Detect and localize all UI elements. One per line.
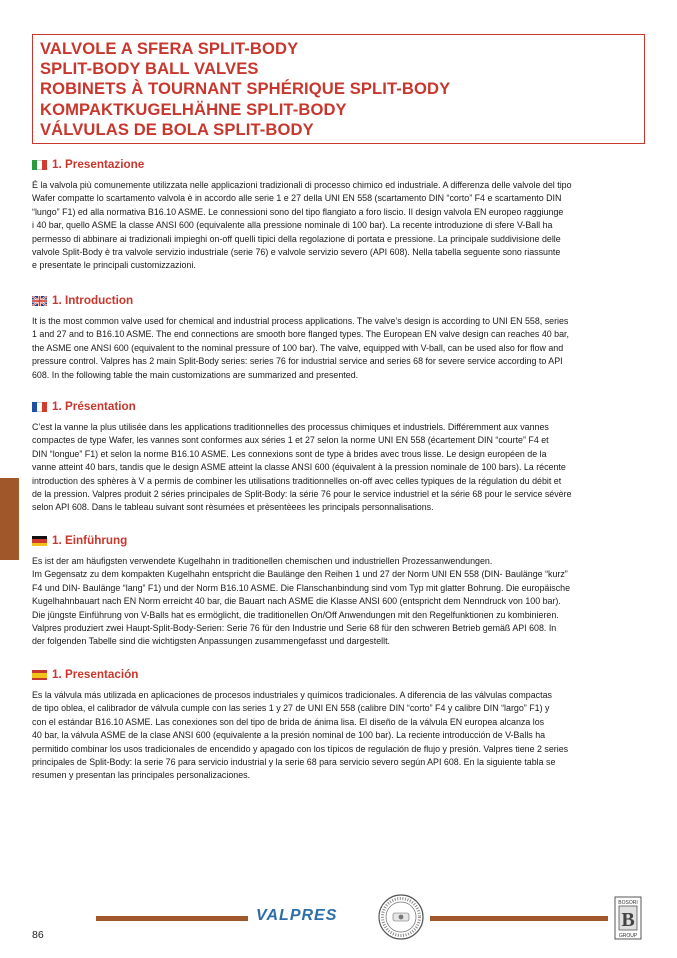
page-number: 86 <box>32 929 44 941</box>
text-line: 1 and 27 and to B16.10 ASME. The end connections are smooth bore flanged types. The European EN valve design can reaches 40 bar, <box>32 329 569 340</box>
text-line: Es la válvula más utilizada en aplicaciones de procesos industriales y químicos tradicionales. A diferencia de las válvulas compactas <box>32 690 552 700</box>
text-line: resumen y presentan las principales personalizaciones. <box>32 770 251 781</box>
text-line: permesso di abbinare ai tradizionali impieghi on-off quelli tipici della regolazione di portata e pressione. La principale suddivisione delle <box>32 233 561 244</box>
side-tab-marker <box>0 478 19 560</box>
text-line: Es ist der am häufigsten verwendete Kugelhahn in traditionellen chemischen und industriellen Prozessanwendungen. <box>32 556 493 566</box>
text-line: DIN “longue” F1) et selon la norme B16.10 ASME. Les connexions sont de type à brides avec trous lisse. Le design européen de la <box>32 448 547 459</box>
text-line: Valpres produziert zwei Haupt-Split-Body-Serien: Serie 76 für den Industrie und Serie 68 für den schweren Betrieb gemäß API 608. In <box>32 623 557 634</box>
heading-text: 1. Presentazione <box>52 158 145 171</box>
title-french: ROBINETS À TOURNANT SPHÉRIQUE SPLIT-BODY <box>40 79 451 99</box>
heading-text: 1. Introduction <box>52 294 134 307</box>
certification-seal-icon <box>377 893 425 941</box>
section-text-english <box>32 315 645 382</box>
svg-text:BOSORI: BOSORI <box>618 900 638 906</box>
text-line: de la pression. Valpres produit 2 séries principales de Split-Body: la série 76 pour le service industriel et la série 68 pour le service sévère <box>32 489 572 500</box>
text-line: i 40 bar, quello ASME la classe ANSI 600 (equivalente alla pressione nominale di 100 bar). La recente introduzione di sfere V-Ball ha <box>32 220 553 231</box>
heading-text: 1. Présentation <box>52 400 136 413</box>
heading-text: 1. Presentación <box>52 668 139 681</box>
text-line: vanne atteint 40 bars, tandis que le design ASME atteint la classe ANSI 600 (équivalent à la pression nominale de 100 bars). La récente <box>32 462 566 473</box>
text-line: con el estándar B16.10 ASME. Las conexiones son del tipo de brida de ánima lisa. El diseño de la válvula EN europea alcanza los <box>32 716 545 727</box>
text-line: É la valvola più comunemente utilizzata nelle applicazioni tradizionali di processo chimico ed industriale. A differenza delle valvole del tipo <box>32 180 572 190</box>
text-line: compactes de type Wafer, les vannes sont conformes aux séries 1 et 27 selon la norme UNI EN 558 (écartement DIN “courte” F4 et <box>32 435 549 446</box>
french-flag-icon <box>32 402 47 412</box>
section-heading-english <box>32 294 645 308</box>
text-line: valvole Split-Body è tra valvole servizio industriale (serie 76) e valvole servizio severo (API 608). Nella tabella seguente sono riassunte <box>32 247 561 258</box>
text-line: 40 bar, la válvula ASME de la clase ANSI 600 (equivalente a la presión nominal de 100 bar). La reciente introducción de V-Balls ha <box>32 730 546 741</box>
text-line: der folgenden Tabelle sind die wichtigsten Anpassungen zusammengefasst und dargestellt. <box>32 636 391 647</box>
text-line: selon API 608. Dans le tableau suivant sont rèsumées et prèsentèees les principals personnalisations. <box>32 502 434 513</box>
spanish-flag-icon <box>32 670 47 680</box>
section-english <box>32 294 645 382</box>
text-line: F4 und DIN- Baulänge “lang” F1) und der Norm B16.10 ASME. Die Flanschanbindung sind vom Typ mit glatter Bohrung. Die europäische <box>32 582 571 593</box>
italian-flag-icon <box>32 160 47 170</box>
section-heading-spanish <box>32 668 645 682</box>
uk-flag-icon <box>32 296 47 306</box>
heading-text: 1. Einführung <box>52 534 128 547</box>
title-german: KOMPAKTKUGELHÄHNE SPLIT-BODY <box>40 99 347 119</box>
bosori-group-logo <box>614 896 642 940</box>
section-text-spanish <box>32 689 645 783</box>
text-line: the ASME one ANSI 600 (equivalent to the nominal pressure of 100 bar). The valve, equipped with V-ball, can be used also for flow and <box>32 342 564 353</box>
section-french <box>32 400 645 515</box>
text-line: “lungo” F1) ed alla normativa B16.10 ASME. Le connessioni sono del tipo flangiato a foro liscio. Il design valvola EN europeo raggiunge <box>32 206 564 217</box>
section-text-italian <box>32 179 645 273</box>
section-text-german <box>32 555 645 649</box>
text-line: C’est la vanne la plus utilisée dans les applications traditionnelles des processus chimiques et industriels. Différemment aux vannes <box>32 422 549 432</box>
text-line: introduction des sphères à V a permis de combiner les utilisations traditionnelles on-off avec celles typiques de la régulation du débit et <box>32 475 562 486</box>
title-spanish: VÁLVULAS DE BOLA SPLIT-BODY <box>40 119 314 139</box>
text-line: pressure control. Valpres has 2 main Split-Body series: series 76 for industrial service and series 68 for severe service according to API <box>32 356 563 367</box>
text-line: It is the most common valve used for chemical and industrial process applications. The valve’s design is according to UNI EN 558, series <box>32 316 569 326</box>
title-italian: VALVOLE A SFERA SPLIT-BODY <box>40 39 299 58</box>
text-line: Wafer compatte lo scartamento valvola è in accordo alle serie 1 e 27 della UNI EN 558 (scartamento DIN “corto” F4 e scartamento DIN <box>32 193 562 204</box>
section-italian <box>32 158 645 273</box>
section-german <box>32 534 645 649</box>
title-english: SPLIT-BODY BALL VALVES <box>40 59 259 79</box>
section-text-french <box>32 421 645 515</box>
title-box <box>32 34 645 144</box>
section-heading-italian <box>32 158 645 172</box>
footer-divider-right <box>430 916 608 921</box>
text-line: principales de Split-Body: la serie 76 para servicio industrial y la serie 68 para servicio severo según API 608. En la siguiente tabla se <box>32 757 556 768</box>
section-heading-german <box>32 534 645 548</box>
section-heading-french <box>32 400 645 414</box>
text-line: 608. In the following table the main customizations are summarized and presented. <box>32 369 359 380</box>
text-line: Die jüngste Einführung von V-Balls hat es ermöglicht, die traditionellen On/Off Anwendungen mit den Regelfunktionen zu kombinieren. <box>32 609 559 620</box>
text-line: e presentate le principali customizzazioni. <box>32 260 196 271</box>
svg-text:GROUP: GROUP <box>618 933 638 939</box>
text-line: de tipo oblea, el calibrador de válvula cumple con las series 1 y 27 de UNI EN 558 (calibre DIN “corto” F4 y calibre DIN “largo” F1) y <box>32 703 550 714</box>
german-flag-icon <box>32 536 47 546</box>
footer-divider-left <box>96 916 248 921</box>
section-spanish <box>32 668 645 783</box>
text-line: Im Gegensatz zu dem kompakten Kugelhahn entspricht die Baulänge den Reihen 1 und 27 der Norm UNI EN 558 (DIN- Baulänge “kurz” <box>32 569 568 580</box>
svg-text:B: B <box>621 909 635 931</box>
text-line: permitido combinar los usos tradicionales de encendido y apagado con los típicos de regulación de flujo y presión. Valpres tiene 2 series <box>32 743 569 754</box>
text-line: Kugelhahnbauart nach EN Norm erreicht 40 bar, die Bauart nach ASME die Klasse ANSI 600 (entspricht dem Nenndruck von 100 bar). <box>32 596 561 607</box>
valpres-logo: VALPRES <box>256 907 338 924</box>
